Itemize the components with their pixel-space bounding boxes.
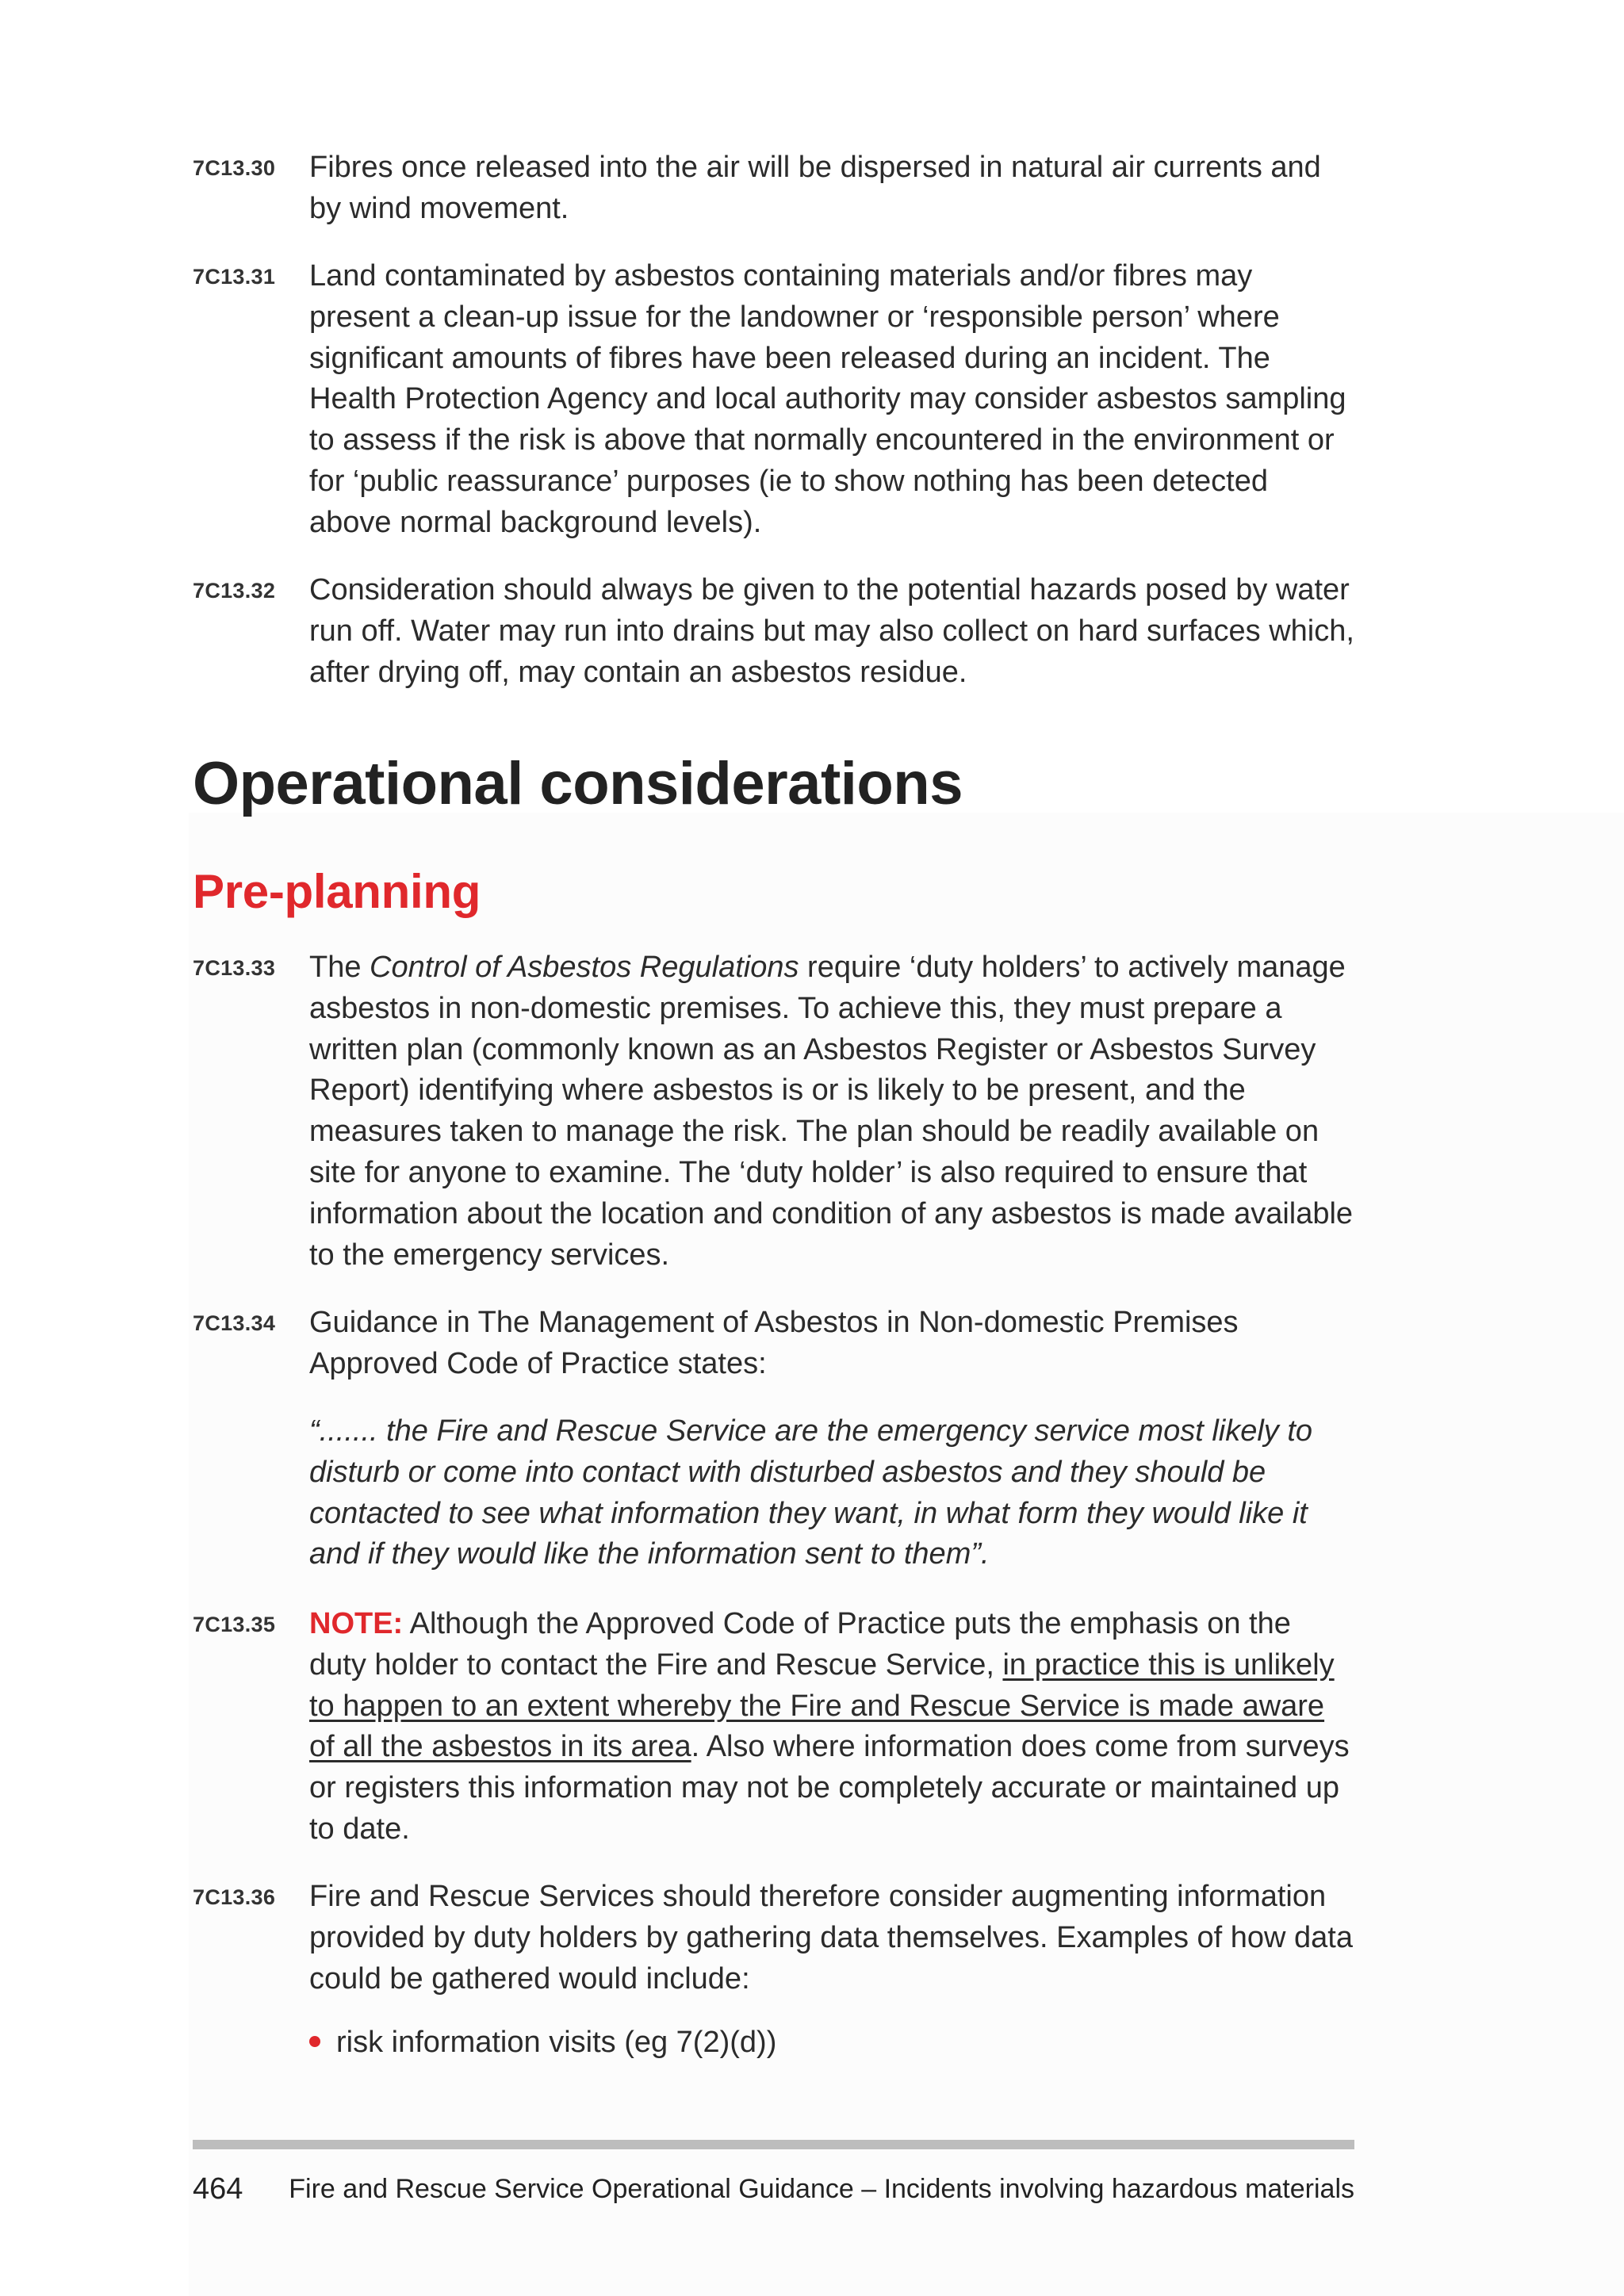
underlined-text: in practice this is unlikely to happen to an extent whereby the Fire and Rescue Service is made aware of all the asbestos in its area xyxy=(309,1647,1335,1764)
paragraph-7C13-34 xyxy=(193,1303,1354,1571)
paragraph-text: Land contaminated by asbestos containing materials and/or fibres may present a clean-up issue for the landowner or ‘responsible person’ where significant amounts of fibres have been released during an incident. The Health Protection Agency and local authority may consider asbestos sampling to assess if the risk is above that normally encountered in the environment or for ‘public reassurance’ purposes (ie to show nothing has been detected above normal background levels). xyxy=(309,259,1346,539)
subsection-heading: Pre-planning xyxy=(193,865,481,918)
bullet-icon xyxy=(309,2036,320,2047)
paragraph-text: Guidance in The Management of Asbestos in Non-domestic Premises Approved Code of Practice states: xyxy=(309,1306,1239,1380)
page-number: 464 xyxy=(193,2172,243,2206)
footer-rule xyxy=(193,2140,1354,2149)
paragraph-7C13-35 xyxy=(193,1604,1354,1850)
paragraph-number: 7C13.35 xyxy=(193,1613,276,1636)
paragraph-text xyxy=(309,1604,1354,1850)
paragraph-number: 7C13.31 xyxy=(193,265,276,289)
paragraph-text: Consideration should always be given to the potential hazards posed by water run off. Water may run into drains but may also collect on hard surfaces which, after drying off, may contain an asbestos residue. xyxy=(309,573,1354,689)
paragraph-number: 7C13.34 xyxy=(193,1311,276,1335)
paragraph-number: 7C13.30 xyxy=(193,156,276,180)
paragraph-7C13-30 xyxy=(193,147,1354,230)
paragraph-number: 7C13.33 xyxy=(193,956,276,980)
bullet-list-item xyxy=(309,2022,776,2064)
footer-title: Fire and Rescue Service Operational Guidance – Incidents involving hazardous materials xyxy=(289,2174,1354,2204)
paragraph-text: Fire and Rescue Services should therefore consider augmenting information provided by duty holders by gathering data themselves. Examples of how data could be gathered would include: xyxy=(309,1880,1353,1996)
paragraph-text: Fibres once released into the air will be dispersed in natural air currents and by wind movement. xyxy=(309,151,1321,225)
paragraph-number: 7C13.36 xyxy=(193,1885,276,1909)
bullet-text: risk information visits (eg 7(2)(d)) xyxy=(336,2026,777,2059)
quotation: “....... the Fire and Rescue Service are the emergency service most likely to disturb or come into contact with disturbed asbestos and they should be contacted to see what information they want, in what form they would like it and if they would like the information sent to them”. xyxy=(309,1414,1313,1571)
text-segment: The xyxy=(309,951,370,984)
section-heading: Operational considerations xyxy=(193,750,963,817)
paragraph-7C13-31 xyxy=(193,256,1354,544)
text-segment: require ‘duty holders’ to actively manage asbestos in non-domestic premises. To achieve this, they must prepare a written plan (commonly known as an Asbestos Register or Asbestos Survey Report) identifying where asbestos is or is likely to be present, and the measures taken to manage the risk. The plan should be readily available on site for anyone to examine. The ‘duty holder’ is also required to ensure that information about the location and condition of any asbestos is made available to the emergency services. xyxy=(309,951,1354,1272)
text-segment: . Also where information does come from surveys or registers this information may not be completely accurate or maintained up to date. xyxy=(309,1730,1350,1846)
paragraph-7C13-33 xyxy=(193,947,1354,1276)
paragraph-text xyxy=(309,947,1354,1276)
text-segment: Although the Approved Code of Practice puts the emphasis on the duty holder to contact the Fire and Rescue Service, xyxy=(309,1607,1291,1682)
paragraph-number: 7C13.32 xyxy=(193,579,276,603)
paragraph-7C13-32 xyxy=(193,570,1354,693)
regulation-title: Control of Asbestos Regulations xyxy=(370,951,799,984)
note-label: NOTE: xyxy=(309,1607,404,1640)
paragraph-7C13-36 xyxy=(193,1877,1354,1999)
